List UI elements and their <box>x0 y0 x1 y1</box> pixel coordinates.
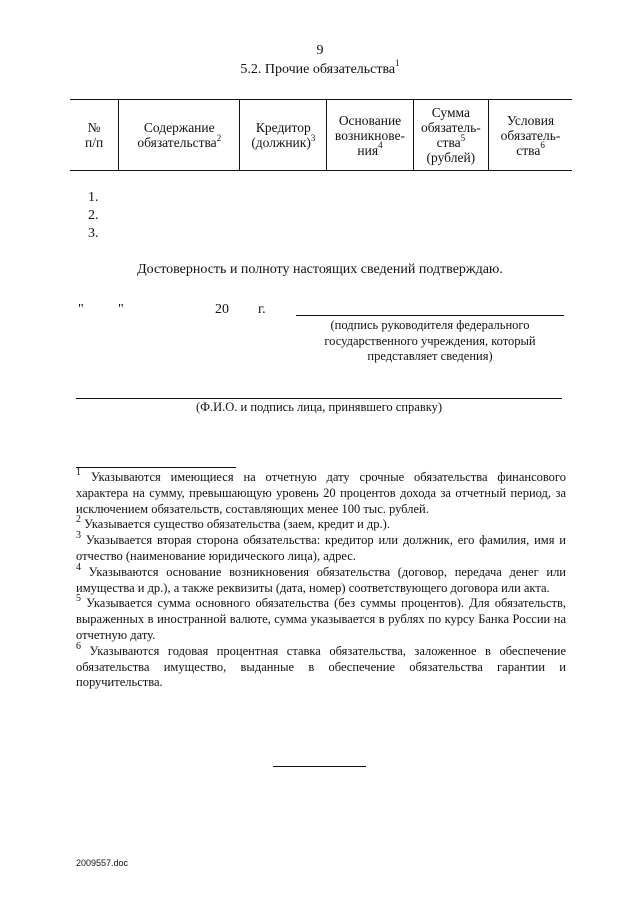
footnote-text: Указываются основание возникновения обязательства (договор, передача денег или имущества и др.), а также реквизиты (дата, номер) соответствующего договора или акта. <box>76 564 566 595</box>
page-number: 9 <box>316 43 324 58</box>
table-header-row <box>70 100 572 171</box>
header-line: ства <box>516 142 541 158</box>
footnote-marker: 3 <box>76 530 81 542</box>
header-footnote-marker: 3 <box>310 132 316 143</box>
footnote-text: Указываются годовая процентная ставка обязательства, заложенное в обеспечение обязательства имущество, выданные в обеспечение обязательства гарантии и поручительства. <box>76 643 566 690</box>
footnote-text: Указывается сумма основного обязательства (без суммы процентов). Для обязательств, выраженных в иностранной валюте, сумма указывается в рублях по курсу Банка России на отчетную дату. <box>76 596 566 642</box>
header-line: (должник) <box>251 135 311 150</box>
end-separator <box>273 766 366 767</box>
confirmation-statement: Достоверность и полноту настоящих сведений подтверждаю. <box>137 262 503 277</box>
header-line: п/п <box>85 135 104 150</box>
footnote-text: Указывается вторая сторона обязательства: кредитор или должник, его фамилия, имя и отчество (наименование юридического лица), адрес. <box>76 533 566 563</box>
header-line: Сумма <box>431 105 470 120</box>
list-item: 3. <box>88 226 99 241</box>
header-number <box>70 100 119 171</box>
footnote-6 <box>76 640 566 691</box>
footnote-marker: 4 <box>76 561 81 573</box>
header-creditor <box>240 100 327 171</box>
list-item: 1. <box>88 190 99 205</box>
header-conditions <box>489 100 572 171</box>
header-line: обязательства <box>137 135 217 150</box>
signature-line <box>296 315 564 316</box>
fio-signature-line <box>76 398 562 399</box>
section-title <box>0 58 640 78</box>
obligations-table <box>70 99 572 171</box>
section-footnote-marker: 1 <box>395 58 400 69</box>
header-line: обязатель- <box>500 127 561 143</box>
row-numbers <box>88 189 99 243</box>
header-basis <box>327 100 413 171</box>
date-year-prefix: 20 <box>215 302 229 317</box>
footnote-marker: 5 <box>76 593 81 605</box>
header-line: Условия <box>506 112 555 128</box>
header-line: Содержание <box>143 120 215 135</box>
header-line: Основание <box>338 112 402 128</box>
signature-caption: (подпись руководителя федерального государственного учреждения, который представляет сведения) <box>324 318 536 363</box>
footnote-3 <box>76 530 566 565</box>
date-year-suffix: г. <box>258 302 266 317</box>
footnote-text: Указываются имеющиеся на отчетную дату срочные обязательства финансового характера на сумму, превышающую уровень 20 процентов дохода за отчетный период, за исключением обязательств, составляющих менее 100 тыс. рублей. <box>76 470 566 516</box>
header-footnote-marker: 5 <box>460 132 466 143</box>
header-footnote-marker: 2 <box>216 132 222 143</box>
footnote-2 <box>76 514 566 533</box>
header-line: возникнове- <box>334 127 406 143</box>
footnote-marker: 2 <box>76 514 81 526</box>
footnotes <box>76 466 566 691</box>
file-name: 2009557.doc <box>76 858 129 868</box>
header-line: (рублей) <box>426 150 476 165</box>
date-quote-close: " <box>118 302 124 317</box>
fio-caption: (Ф.И.О. и подпись лица, принявшего справку) <box>195 400 443 414</box>
section-title-text: 5.2. Прочие обязательства <box>240 62 396 77</box>
header-amount <box>413 100 488 171</box>
header-line: ния <box>357 142 379 158</box>
footnote-marker: 6 <box>76 640 81 652</box>
header-footnote-marker: 4 <box>378 140 383 150</box>
header-line: ства <box>436 135 461 150</box>
footnote-1 <box>76 466 566 517</box>
footnote-5 <box>76 593 566 643</box>
list-item: 2. <box>88 208 99 223</box>
footnote-separator <box>76 467 236 468</box>
footnote-4 <box>76 561 566 597</box>
date-quote-open: " <box>78 302 84 317</box>
footnote-marker: 1 <box>76 466 81 478</box>
header-line: обязатель- <box>420 120 481 135</box>
header-line: № <box>87 120 101 135</box>
header-content <box>119 100 240 171</box>
header-line: Кредитор <box>255 120 311 135</box>
footnote-text: Указывается существо обязательства (заем, кредит и др.). <box>81 517 390 532</box>
header-footnote-marker: 6 <box>540 140 545 150</box>
